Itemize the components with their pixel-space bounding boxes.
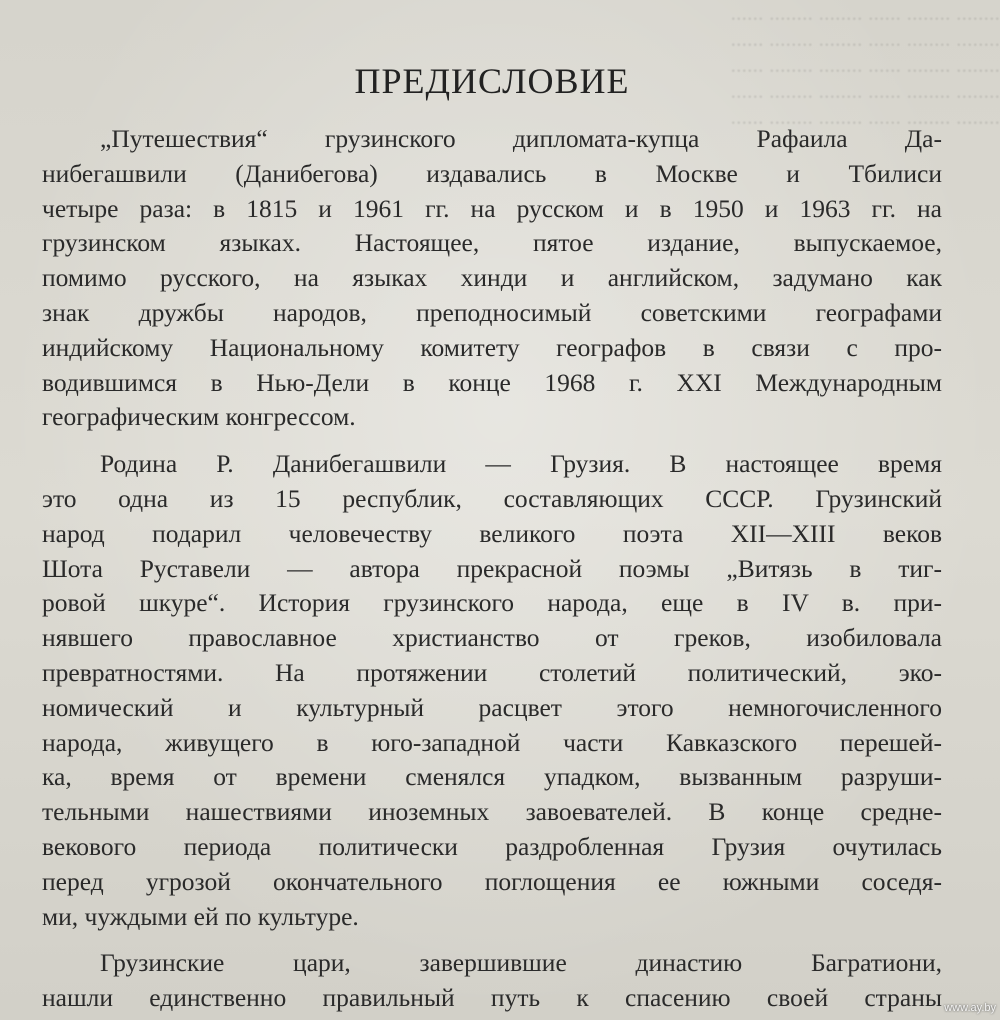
text-line: народ подарил человечеству великого поэта XII—XIII веков xyxy=(42,518,942,548)
text-line: помимо русского, на языках хинди и английском, задумано как xyxy=(42,263,942,293)
book-page xyxy=(42,60,942,1016)
text-line: тельными нашествиями иноземных завоевателей. В конце средне- xyxy=(42,797,942,827)
paragraph-3 xyxy=(42,946,942,1016)
text-line: нашли единственно правильный путь к спасению своей страны xyxy=(42,983,942,1013)
text-line: Шота Руставели — автора прекрасной поэмы „Витязь в тиг- xyxy=(42,553,942,583)
page-title: ПРЕДИСЛОВИЕ xyxy=(354,61,630,101)
text-line: ка, время от времени сменялся упадком, вызванным разруши- xyxy=(42,762,942,792)
text-line: четыре раза: в 1815 и 1961 гг. на русском и в 1950 и 1963 гг. на xyxy=(42,193,942,223)
site-watermark: www.ay.by xyxy=(944,1002,996,1014)
text-line: „Путешествия“ грузинского дипломата-купца Рафаила Да- xyxy=(100,124,942,153)
text-line: нявшего православное христианство от греков, изобиловала xyxy=(42,623,942,653)
text-line: народа, живущего в юго-западной части Кавказского перешей- xyxy=(42,727,942,757)
text-line: векового периода политически раздробленная Грузия очутилась xyxy=(42,831,942,861)
text-line: индийскому Национальному комитету географов в связи с про- xyxy=(42,332,942,362)
text-line: знак дружбы народов, преподносимый советскими географами xyxy=(42,297,942,327)
text-line: водившимся в Нью-Дели в конце 1968 г. XXI Международным xyxy=(42,367,942,397)
paragraph-1 xyxy=(42,122,942,435)
text-line: перед угрозой окончательного поглощения ее южными соседя- xyxy=(42,866,942,896)
text-line: грузинском языках. Настоящее, пятое издание, выпускаемое, xyxy=(42,228,942,258)
text-line: нибегашвили (Данибегова) издавались в Москве и Тбилиси xyxy=(42,158,942,188)
text-line: превратностями. На протяжении столетий политический, эко- xyxy=(42,657,942,687)
text-line: номический и культурный расцвет этого немногочисленного xyxy=(42,692,942,722)
text-line: географическим конгрессом. xyxy=(42,402,356,432)
paragraph-2 xyxy=(42,447,942,934)
text-line: ми, чуждыми ей по культуре. xyxy=(42,901,359,931)
text-line: ровой шкуре“. История грузинского народа, еще в IV в. при- xyxy=(42,588,942,618)
bleed-through-text: ........ ........ ...... ........ ........ ...... ........ ........ ...... ........ ........ ...... ........ ........ ...... ........ ........ ...... ........ ........ ...... ........ ........ ...... ........ ........ ...... ........ ........ ...... xyxy=(730,0,1000,129)
text-line: Родина Р. Данибегашвили — Грузия. В настоящее время xyxy=(100,449,942,479)
text-line: это одна из 15 республик, составляющих СССР. Грузинский xyxy=(42,483,942,513)
text-line: Грузинские цари, завершившие династию Багратиони, xyxy=(100,948,942,978)
